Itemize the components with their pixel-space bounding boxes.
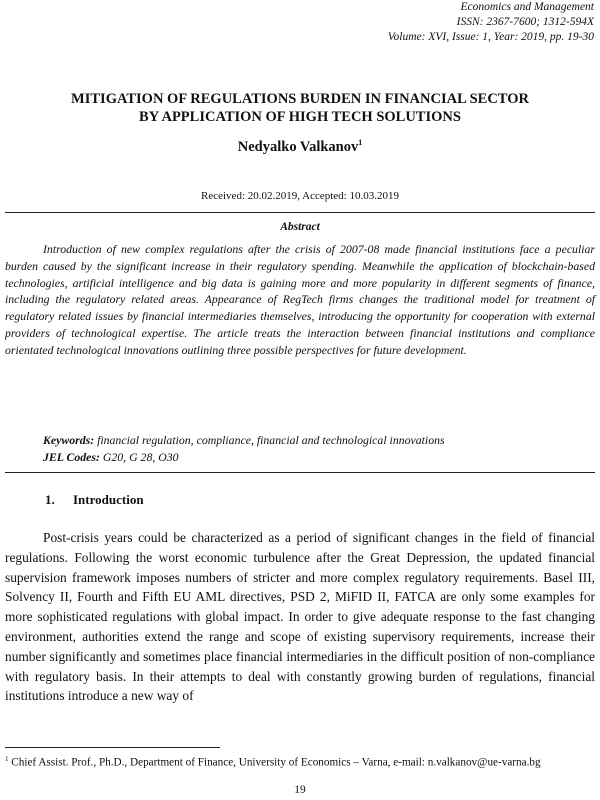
- keywords-label: Keywords:: [43, 433, 95, 447]
- paper-title-line-1: MITIGATION OF REGULATIONS BURDEN IN FINANCIAL SECTOR: [71, 91, 529, 107]
- jel-codes-line: [43, 449, 598, 466]
- footnote-mark: 1: [5, 755, 9, 763]
- author: [0, 138, 600, 156]
- received-accepted-dates: Received: 20.02.2019, Accepted: 10.03.2019: [201, 190, 399, 202]
- section-title: Introduction: [73, 492, 144, 507]
- keywords-value: financial regulation, compliance, financial and technological innovations: [97, 433, 445, 447]
- abstract-text: Introduction of new complex regulations after the crisis of 2007-08 made financial institutions face a peculiar burden caused by the significant increase in their regulatory spending. Meanwhile the application of blockchain-based technologies, artificial intelligence and big data is gaining more and more popularity in different segments of finance, including the regulatory related areas. Appearance of RegTech firms changes the traditional model for treatment of regulatory related issues by financial intermediaries themselves, introducing the opportunity for cooperation with external providers of technological expertise. The article treats the interaction between financial institutions and compliance orientated technological innovations outlining three possible perspectives for future development.: [5, 242, 595, 357]
- body-paragraph: Post-crisis years could be characterized as a period of significant changes in the field of financial regulations. Following the worst economic turbulence after the Great Depression, the updated financial supervision framework imposes numbers of stricter and more complex regulatory requirements. Basel III, Solvency II, Fourth and Fifth EU AML directives, PSD 2, MiFID II, FATCA are only some examples for more sophisticated regulations with global impact. In order to give adequate response to the fast changing environment, authorities extend the range and scope of existing supervisory requirements, increase their number significantly and sometimes place financial intermediaries in the difficult position of non-compliance with regulatory basis. In their attempts to deal with constantly growing burden of regulations, financial institutions introduce a new way of: [5, 530, 595, 704]
- section-heading: [45, 492, 144, 508]
- journal-header: [388, 0, 594, 45]
- author-name: Nedyalko Valkanov: [237, 138, 359, 155]
- section-number: 1.: [45, 492, 55, 507]
- keywords-line: [43, 432, 598, 449]
- abstract-bottom-rule: [5, 472, 595, 473]
- footnote-rule: [5, 747, 220, 748]
- keywords-block: [43, 432, 598, 466]
- abstract-heading: Abstract: [280, 221, 320, 233]
- paper-title: [0, 90, 600, 126]
- jel-codes-value: G20, G 28, O30: [102, 450, 179, 464]
- journal-issn: ISSN: 2367-7600; 1312-594X: [456, 16, 594, 28]
- journal-volume: Volume: XVI, Issue: 1, Year: 2019, pp. 19-30: [387, 31, 594, 43]
- author-footnote-mark: 1: [358, 138, 363, 147]
- footnote-text: Chief Assist. Prof., Ph.D., Department of Finance, University of Economics – Varna, e-mail: n.valkanov@ue-varna.bg: [8, 756, 541, 769]
- abstract-top-rule: [5, 212, 595, 213]
- page-number: 19: [294, 784, 306, 796]
- jel-codes-label: JEL Codes:: [43, 450, 100, 464]
- paper-title-line-2: BY APPLICATION OF HIGH TECH SOLUTIONS: [139, 109, 461, 125]
- journal-name: Economics and Management: [460, 1, 594, 13]
- footnote: [5, 752, 595, 770]
